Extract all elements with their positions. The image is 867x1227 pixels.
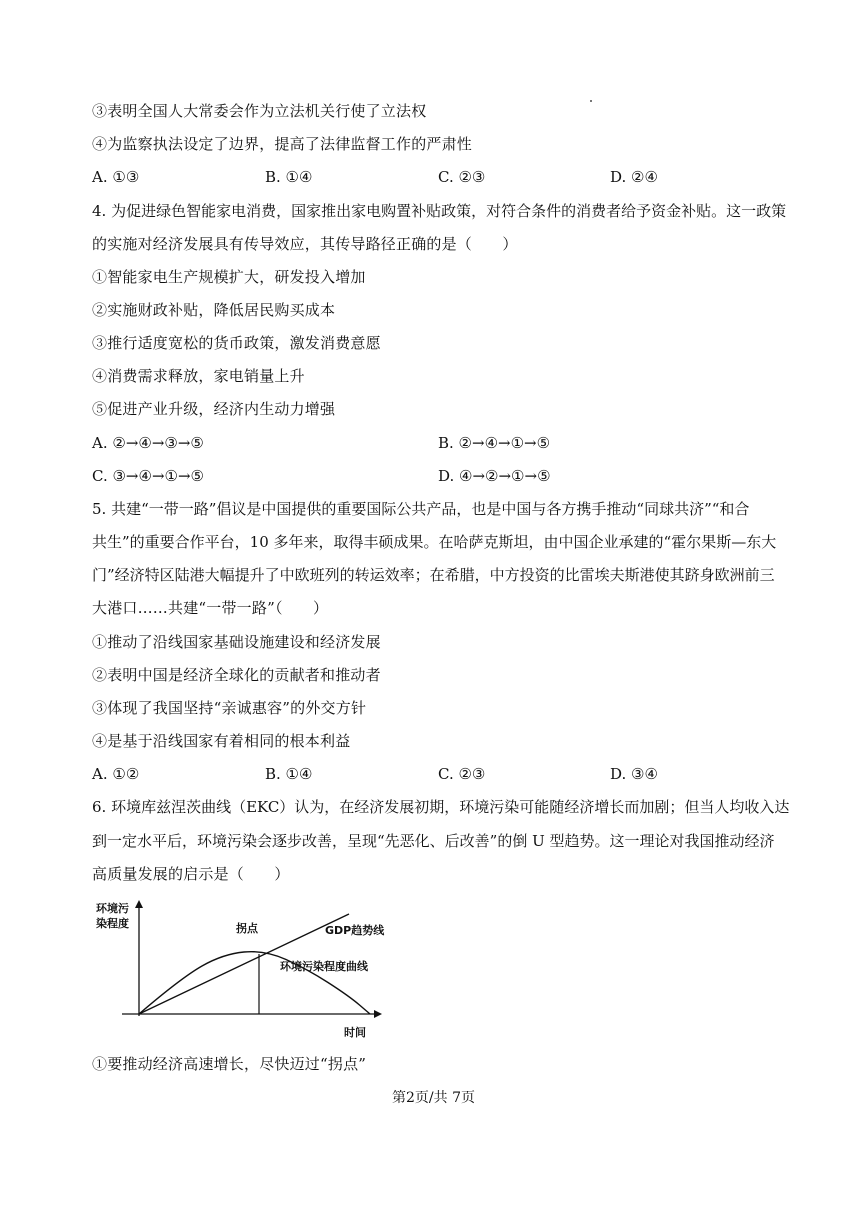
q4-option-b[interactable]: B. ②→④→①→⑤ (438, 434, 551, 452)
q3-item-4: ④为监察执法设定了边界，提高了法律监督工作的严肃性 (92, 135, 473, 153)
turning-point-label: 拐点 (236, 922, 258, 935)
gdp-line-label: GDP趋势线 (325, 924, 385, 937)
q4-item-5: ⑤促进产业升级，经济内生动力增强 (92, 400, 336, 418)
q3-option-c[interactable]: C. ②③ (438, 168, 486, 186)
q5-item-2: ②表明中国是经济全球化的贡献者和推动者 (92, 666, 381, 684)
q5-option-c[interactable]: C. ②③ (438, 765, 486, 783)
x-axis-arrow-icon (374, 1010, 382, 1018)
q4-option-a[interactable]: A. ②→④→③→⑤ (92, 434, 204, 452)
q3-option-b[interactable]: B. ①④ (265, 168, 313, 186)
q4-stem-line-1: 4. 为促进绿色智能家电消费，国家推出家电购置补贴政策，对符合条件的消费者给予资金补贴。这一政策 (92, 202, 787, 220)
q5-stem-line-1: 5. 共建“一带一路”倡议是中国提供的重要国际公共产品，也是中国与各方携手推动“同球共济”“和合 (92, 500, 750, 518)
q6-item-1: ①要推动经济高速增长，尽快迈过“拐点” (92, 1055, 367, 1073)
y-axis-label-line-1: 环境污 (96, 902, 129, 915)
q5-option-b[interactable]: B. ①④ (265, 765, 313, 783)
q3-item-3: ③表明全国人大常委会作为立法机关行使了立法权 (92, 102, 427, 120)
q3-option-d[interactable]: D. ②④ (610, 168, 658, 186)
y-axis-label-line-2: 染程度 (96, 917, 129, 930)
q5-option-a[interactable]: A. ①② (92, 765, 140, 783)
q4-item-1: ①智能家电生产规模扩大，研发投入增加 (92, 268, 366, 286)
q5-item-3: ③体现了我国坚持“亲诚惠容”的外交方针 (92, 699, 367, 717)
y-axis-arrow-icon (135, 900, 143, 908)
q6-stem-line-2: 到一定水平后，环境污染会逐步改善，呈现“先恶化、后改善”的倒 U 型趋势。这一理论对我国推动经济 (92, 832, 775, 850)
q5-stem-line-3: 门”经济特区陆港大幅提升了中欧班列的转运效率；在希腊，中方投资的比雷埃夫斯港使其跻身欧洲前三 (92, 566, 775, 584)
page-footer: 第2页/共 7页 (392, 1090, 475, 1106)
q5-option-d[interactable]: D. ③④ (610, 765, 658, 783)
q4-option-c[interactable]: C. ③→④→①→⑤ (92, 467, 204, 485)
q4-item-3: ③推行适度宽松的货币政策，激发消费意愿 (92, 334, 381, 352)
q4-item-2: ②实施财政补贴，降低居民购买成本 (92, 301, 336, 319)
ekc-chart (92, 898, 402, 1038)
q5-item-1: ①推动了沿线国家基础设施建设和经济发展 (92, 633, 381, 651)
q3-option-a[interactable]: A. ①③ (92, 168, 140, 186)
q6-stem-line-1: 6. 环境库兹涅茨曲线（EKC）认为，在经济发展初期，环境污染可能随经济增长而加剧；但当人均收入达 (92, 798, 790, 816)
q4-option-d[interactable]: D. ④→②→①→⑤ (438, 467, 551, 485)
scan-dot (590, 100, 592, 102)
q6-stem-line-3: 高质量发展的启示是（ ） (92, 865, 290, 883)
pollution-curve-label: 环境污染程度曲线 (280, 960, 368, 973)
q4-item-4: ④消费需求释放，家电销量上升 (92, 367, 305, 385)
x-axis-label: 时间 (344, 1026, 366, 1038)
q4-stem-line-2: 的实施对经济发展具有传导效应，其传导路径正确的是（ ） (92, 235, 518, 253)
q5-stem-line-4: 大港口……共建“一带一路”（ ） (92, 599, 329, 617)
q5-stem-line-2: 共生”的重要合作平台，10 多年来，取得丰硕成果。在哈萨克斯坦，由中国企业承建的“霍尔果斯—东大 (92, 533, 777, 551)
q5-item-4: ④是基于沿线国家有着相同的根本利益 (92, 732, 351, 750)
